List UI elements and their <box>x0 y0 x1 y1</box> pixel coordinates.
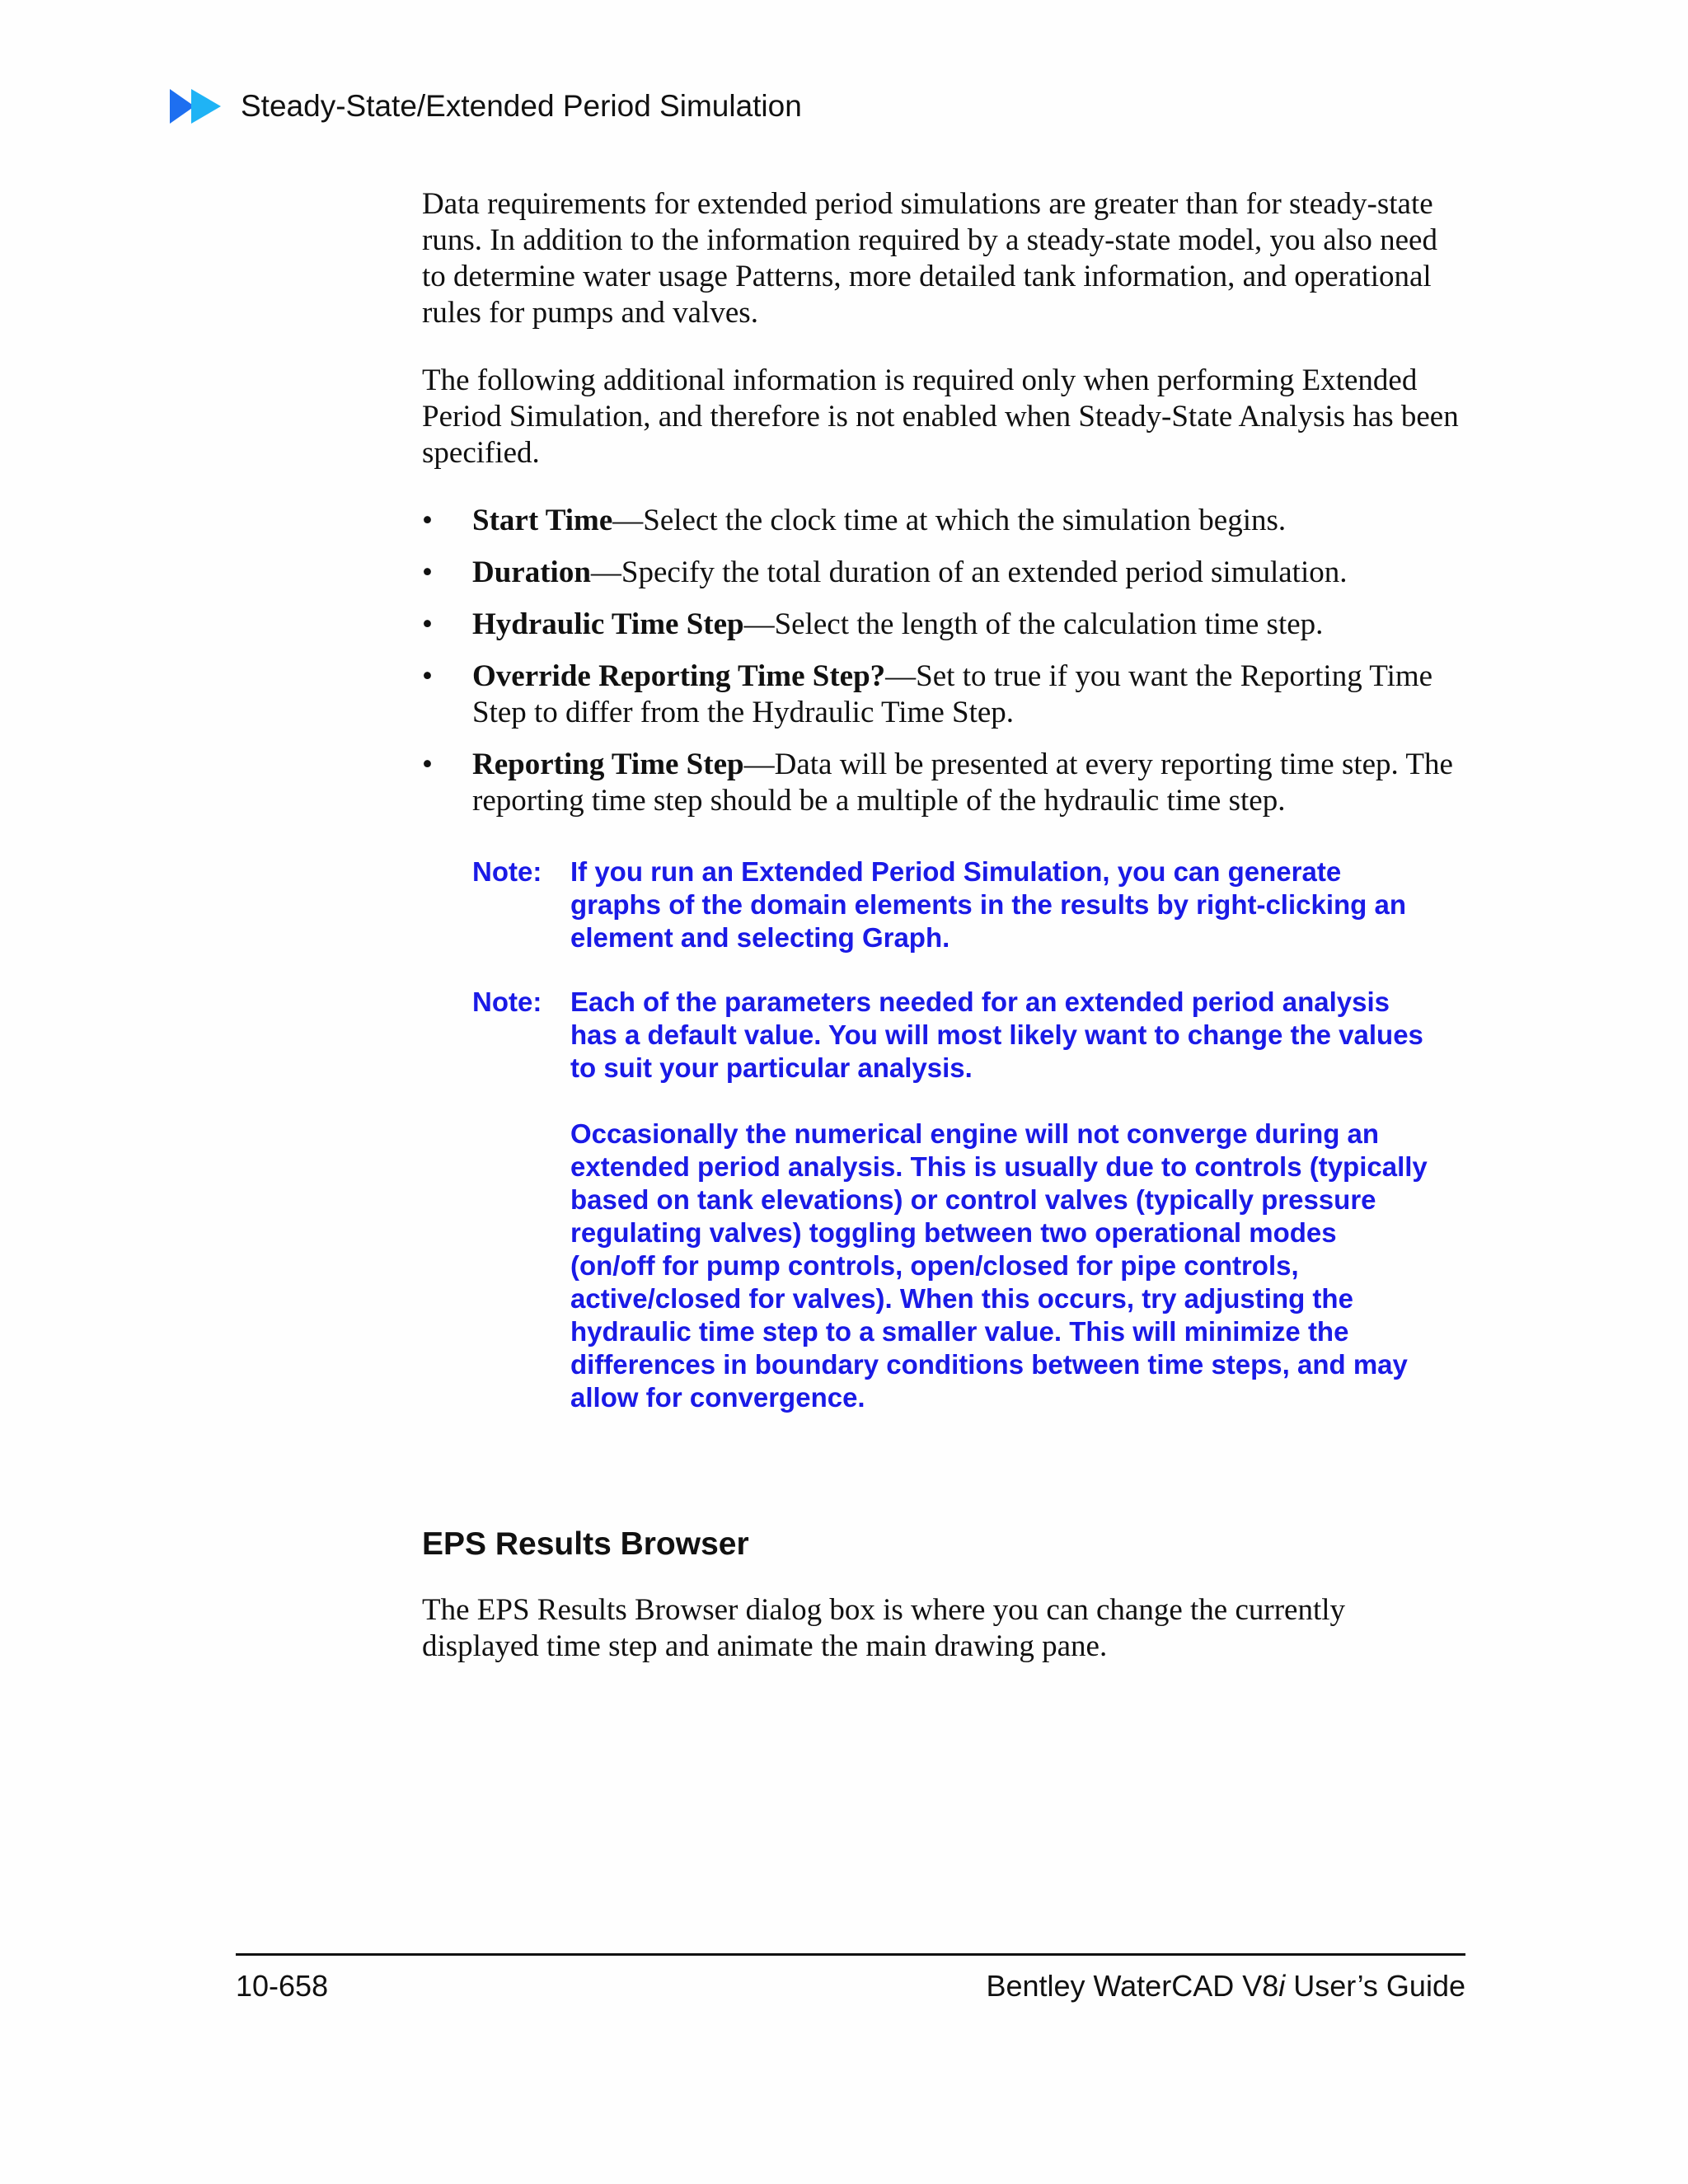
guide-title-italic: i <box>1278 1969 1286 2003</box>
guide-title-suffix: User’s Guide <box>1285 1969 1465 2003</box>
bullet-marker: • <box>422 607 433 641</box>
section-heading: EPS Results Browser <box>422 1526 749 1562</box>
note-paragraph: Each of the parameters needed for an extended period analysis has a default value. You will most likely want to change the values to suit your particular analysis. <box>570 987 1423 1083</box>
note-text <box>570 986 1428 1414</box>
list-item-term: Duration <box>472 555 591 589</box>
list-item-text: —Select the clock time at which the simulation begins. <box>612 504 1287 537</box>
list-item-term: Start Time <box>472 504 613 537</box>
section-paragraph: The EPS Results Browser dialog box is where you can change the currently displayed time step and animate the main drawing pane. <box>422 1593 1346 1663</box>
list-item <box>422 503 1467 539</box>
list-item <box>422 555 1467 591</box>
list-item-text: —Data will be presented at every reporting time step. The reporting time step should be a multiple of the hydraulic time step. <box>472 748 1453 818</box>
note-paragraph: If you run an Extended Period Simulation, you can generate graphs of the domain elements in the results by right-clicking an element and selecting Graph. <box>570 856 1407 953</box>
note-parameters <box>472 986 1428 1414</box>
additional-info-paragraph: The following additional information is required only when performing Extended Period Simulation, and therefore is not enabled when Steady-State Analysis has been specified. <box>422 363 1459 470</box>
intro-paragraph: Data requirements for extended period simulations are greater than for steady-state runs. In addition to the information required by a steady-state model, you also need to determine water usage Patterns, more detailed tank information, and operational rules for pumps and valves. <box>422 187 1437 330</box>
parameter-list <box>422 503 1467 819</box>
list-item-text: —Set to true if you want the Reporting Time Step to differ from the Hydraulic Time Step. <box>472 659 1433 729</box>
body-content <box>422 186 1467 835</box>
list-item-text: —Select the length of the calculation time step. <box>743 607 1324 641</box>
note-label: Note: <box>472 856 542 887</box>
guide-title <box>986 1969 1465 2004</box>
list-item-term: Hydraulic Time Step <box>472 607 744 641</box>
list-item-term: Reporting Time Step <box>472 748 744 781</box>
header-title: Steady-State/Extended Period Simulation <box>241 89 802 123</box>
bullet-marker: • <box>422 555 433 589</box>
bullet-marker: • <box>422 504 433 537</box>
list-item <box>422 658 1467 731</box>
footer-divider <box>236 1953 1465 1956</box>
bullet-marker: • <box>422 748 433 781</box>
list-item-text: —Specify the total duration of an extended period simulation. <box>590 555 1348 589</box>
page-header <box>170 86 802 127</box>
note-text <box>570 855 1428 954</box>
note-graphs <box>472 855 1428 954</box>
list-item-term: Override Reporting Time Step? <box>472 659 886 693</box>
list-item <box>422 607 1467 643</box>
list-item <box>422 747 1467 819</box>
page-number: 10-658 <box>236 1969 329 2003</box>
note-paragraph: Occasionally the numerical engine will not converge during an extended period analysis. This is usually due to controls (typically based on tank elevations) or control valves (typically pressure regulating valves) toggling between two operational modes (on/off for pump controls, open/closed for pipe controls, active/closed for valves). When this occurs, try adjusting the hydraulic time step to a smaller value. This will minimize the differences in boundary conditions between time steps, and may allow for convergence. <box>570 1118 1428 1413</box>
note-label: Note: <box>472 987 542 1017</box>
bullet-marker: • <box>422 659 433 693</box>
notes-block <box>472 855 1428 1446</box>
double-arrow-icon <box>170 89 221 124</box>
guide-title-prefix: Bentley WaterCAD V8 <box>986 1969 1279 2003</box>
